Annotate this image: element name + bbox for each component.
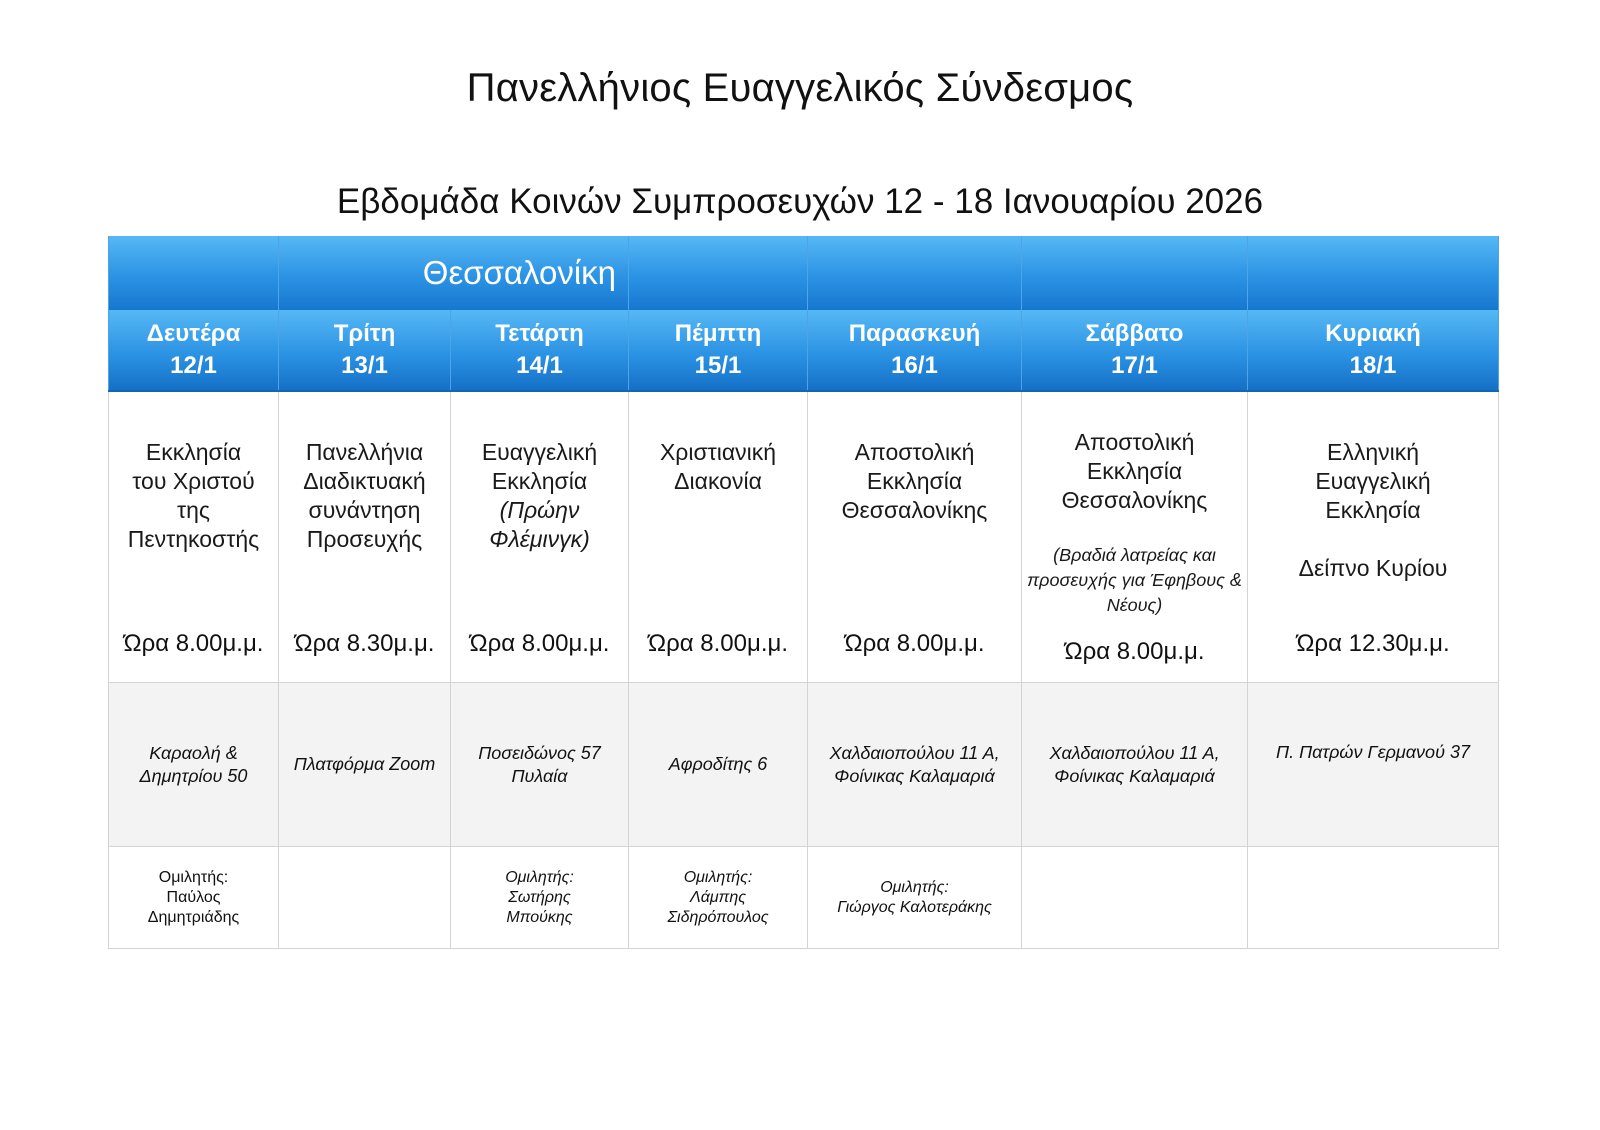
church-line: Διακονία <box>674 468 762 494</box>
city-header-cell <box>629 236 808 310</box>
speaker-name: Μπούκης <box>506 908 573 926</box>
day-header-thursday <box>629 310 808 391</box>
day-name: Πέμπτη <box>674 320 762 347</box>
church-line: συνάντηση <box>308 497 421 523</box>
church-name <box>1026 428 1243 618</box>
speaker-label: Ομιλητής: <box>158 868 229 886</box>
church-line: Πεντηκοστής <box>127 526 260 552</box>
day-name: Σάββατο <box>1085 320 1184 347</box>
city-header-cell <box>109 236 279 310</box>
church-name <box>812 438 1017 525</box>
church-line: Προσευχής <box>306 526 423 552</box>
day-name: Παρασκευή <box>848 320 981 347</box>
church-former-name: Φλέμινγκ) <box>489 526 590 552</box>
day-header-wednesday <box>451 310 629 391</box>
church-name <box>113 438 274 554</box>
day-date: 14/1 <box>516 352 563 379</box>
organization-title: Πανελλήνιος Ευαγγελικός Σύνδεσμος <box>466 66 1134 110</box>
church-line: Εκκλησία <box>491 468 588 494</box>
city-header-cell <box>808 236 1022 310</box>
city-header-row <box>109 236 1499 310</box>
speaker-name: Γιώργος Καλοτεράκης <box>837 898 992 916</box>
event-time: Ώρα 8.00μ.μ. <box>844 630 985 657</box>
church-former-name: (Πρώην <box>499 497 580 523</box>
church-line: Ευαγγελική <box>1315 468 1431 494</box>
church-cell-sunday <box>1248 391 1499 683</box>
day-header-saturday <box>1022 310 1248 391</box>
speaker-cell <box>451 847 629 949</box>
church-name <box>1252 438 1494 583</box>
event-time: Ώρα 8.00μ.μ. <box>123 630 264 657</box>
city-name: Θεσσαλονίκη <box>279 236 629 310</box>
speaker-cell <box>808 847 1022 949</box>
address-cell <box>109 683 279 847</box>
day-date: 12/1 <box>170 352 217 379</box>
church-line: Χριστιανική <box>659 439 777 465</box>
church-line: Ελληνική <box>1326 439 1420 465</box>
church-line: του Χριστού <box>132 468 255 494</box>
church-line: Ευαγγελική <box>481 439 598 465</box>
speaker-label: Ομιλητής: <box>505 868 574 886</box>
address-line: Π. Πατρών Γερμανού 37 <box>1276 742 1470 762</box>
speaker-label: Ομιλητής: <box>880 878 949 896</box>
speaker-cell <box>109 847 279 949</box>
church-cell-friday <box>808 391 1022 683</box>
church-line: Θεσσαλονίκης <box>841 497 988 523</box>
church-line: Εκκλησία <box>1325 497 1421 523</box>
address-line: Αφροδίτης 6 <box>668 754 768 774</box>
address-cell <box>1248 683 1499 847</box>
church-cell-wednesday <box>451 391 629 683</box>
church-cell-saturday <box>1022 391 1248 683</box>
day-date: 13/1 <box>341 352 388 379</box>
day-header-tuesday <box>279 310 451 391</box>
church-line: Εκκλησία <box>866 468 963 494</box>
speaker-name: Παύλος <box>166 888 221 906</box>
church-line: Εκκλησία <box>145 439 242 465</box>
day-date: 17/1 <box>1111 352 1158 379</box>
address-line: Χαλδαιοπούλου 11 Α, <box>829 742 1000 763</box>
address-line: Χαλδαιοπούλου 11 Α, <box>1049 742 1220 763</box>
church-line: Θεσσαλονίκης <box>1061 487 1208 513</box>
church-line: Πανελλήνια <box>305 439 424 465</box>
city-header-cell <box>1248 236 1499 310</box>
day-name: Τρίτη <box>333 320 396 347</box>
address-cell <box>808 683 1022 847</box>
address-cell <box>451 683 629 847</box>
address-cell <box>1022 683 1248 847</box>
day-header-friday <box>808 310 1022 391</box>
week-title: Εβδομάδα Κοινών Συμπροσευχών 12 - 18 Ιανουαρίου 2026 <box>336 182 1264 221</box>
address-line: Καραολή & <box>149 742 238 763</box>
church-line: Διαδικτυακή <box>303 468 426 494</box>
day-header-row <box>109 310 1499 391</box>
day-name: Τετάρτη <box>495 320 584 347</box>
church-name <box>633 438 803 496</box>
speaker-row <box>109 847 1499 949</box>
speaker-label: Ομιλητής: <box>683 868 753 886</box>
day-date: 15/1 <box>694 352 742 379</box>
church-line: Αποστολική <box>854 439 975 465</box>
church-row <box>109 391 1499 683</box>
event-time: Ώρα 8.00μ.μ. <box>1064 638 1205 665</box>
speaker-cell <box>629 847 808 949</box>
address-cell <box>629 683 808 847</box>
address-line: Πυλαία <box>511 765 568 786</box>
speaker-cell <box>1022 847 1248 949</box>
address-line: Δημητρίου 50 <box>139 765 248 786</box>
day-date: 18/1 <box>1349 352 1397 379</box>
church-cell-tuesday <box>279 391 451 683</box>
church-cell-thursday <box>629 391 808 683</box>
church-line: Αποστολική <box>1074 429 1195 455</box>
day-name: Δευτέρα <box>146 320 241 347</box>
church-name <box>283 438 446 554</box>
city-header-cell <box>1022 236 1248 310</box>
speaker-cell <box>1248 847 1499 949</box>
event-time: Ώρα 8.00μ.μ. <box>648 630 788 657</box>
schedule-table <box>108 236 1499 949</box>
church-name <box>455 438 624 554</box>
address-line: Ποσειδώνος 57 <box>478 742 601 763</box>
event-time: Ώρα 12.30μ.μ. <box>1296 630 1450 657</box>
day-name: Κυριακή <box>1325 320 1421 347</box>
event-extra: Δείπνο Κυρίου <box>1298 555 1448 581</box>
day-header-monday <box>109 310 279 391</box>
church-line: Εκκλησία <box>1086 458 1183 484</box>
church-cell-monday <box>109 391 279 683</box>
speaker-name: Δημητριάδης <box>147 908 240 926</box>
address-line: Φοίνικας Καλαμαριά <box>1054 765 1215 786</box>
church-line: της <box>177 497 210 523</box>
day-date: 16/1 <box>891 352 938 379</box>
speaker-name: Λάμπης <box>690 888 746 906</box>
speaker-cell <box>279 847 451 949</box>
address-line: Πλατφόρμα Zoom <box>293 754 436 774</box>
address-line: Φοίνικας Καλαμαριά <box>834 765 995 786</box>
address-cell <box>279 683 451 847</box>
event-time: Ώρα 8.30μ.μ. <box>294 630 435 657</box>
address-row <box>109 683 1499 847</box>
event-note: (Βραδιά λατρείας και προσευχής για Έφηβους & Νέους) <box>1027 545 1242 615</box>
speaker-name: Σωτήρης <box>508 888 571 906</box>
speaker-name: Σιδηρόπουλος <box>667 908 769 926</box>
event-time: Ώρα 8.00μ.μ. <box>469 630 610 657</box>
day-header-sunday <box>1248 310 1499 391</box>
